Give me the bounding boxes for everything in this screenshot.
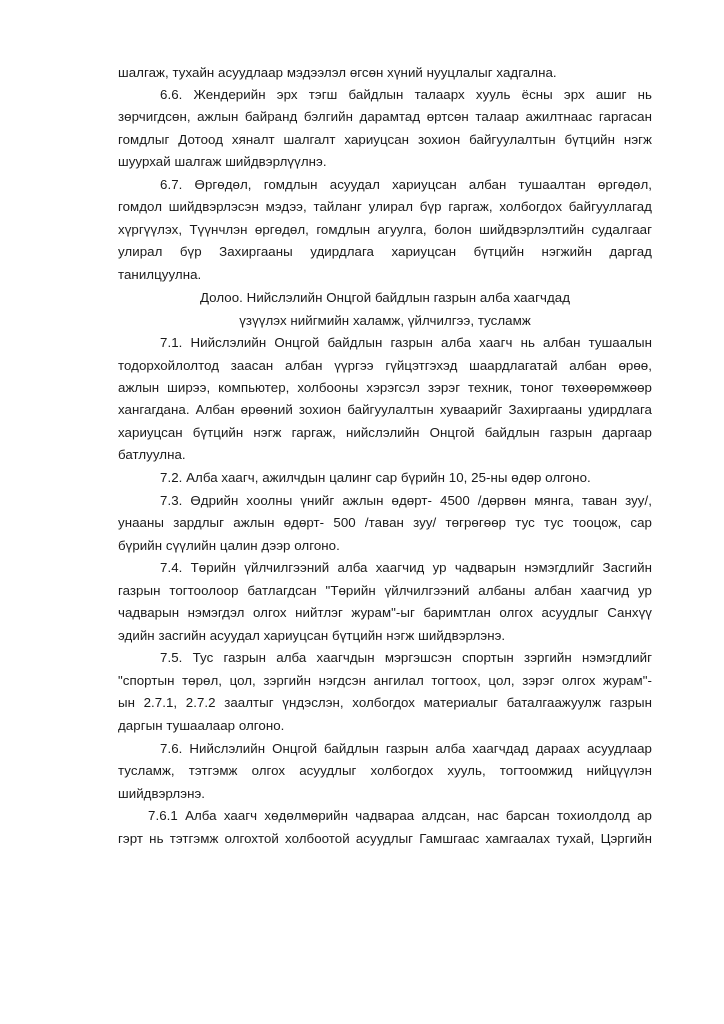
paragraph-line: 7.6.1 Алба хаагч хөдөлмөрийн чадвараа алдсан, нас барсан тохиолдолд ар (148, 808, 652, 823)
section-heading: Долоо. Нийслэлийн Онцгой байдлын газрын алба хаагчдад (199, 290, 571, 305)
paragraph-line: 7.4. Төрийн үйлчилгээний алба хаагчид ур чадварын нэмэгдлийг Засгийн (160, 560, 652, 575)
paragraph-line: гомдлыг Дотоод хяналт шалгалт хариуцсан зохион байгуулалтын бүтцийн нэгж (118, 132, 652, 147)
paragraph-line: даргын тушаалаар олгоно. (118, 718, 285, 733)
paragraph-line: гэрт нь тэтгэмж олгохтой холбоотой асуудлыг Гамшгаас хамгаалах тухай, Цэргийн (118, 831, 652, 846)
paragraph-line: 7.5. Тус газрын алба хаагчдын мэргэшсэн спортын зэргийн нэмэгдлийг (160, 650, 652, 665)
paragraph-line: зөрчигдсөн, ажлын байранд бэлгийн дарамтад өртсөн талаар ажилтнаас гаргасан (118, 109, 652, 124)
paragraph-line: газрын тогтоолоор батлагдсан "Төрийн үйлчилгээний албаны албан хаагчид ур (118, 583, 652, 598)
paragraph-line: тусламж, тэтгэмж олгох асуудлыг холбогдох хууль, тогтоомжид нийцүүлэн (118, 763, 652, 778)
paragraph-line: 7.2. Алба хаагч, ажилчдын цалинг сар бүрийн 10, 25-ны өдөр олгоно. (160, 470, 591, 485)
paragraph-line: чадварын нэмэгдэл олгох нийтлэг журам"-ыг баримтлан олгох асуудлыг Санхүү (118, 605, 652, 620)
paragraph-line: гомдол шийдвэрлэсэн мэдээ, тайланг улирал бүр гаргаж, холбогдох байгууллагад (118, 199, 652, 214)
paragraph-line: 7.3. Өдрийн хоолны үнийг ажлын өдөрт- 4500 /дөрвөн мянга, таван зуу/, (160, 493, 652, 508)
paragraph-line: "спортын төрөл, цол, зэргийн нэгдсэн ангилал тогтоох, цол, зэрэг олгох журам"- (118, 673, 652, 688)
paragraph-line: хүргүүлэх, Түүнчлэн өргөдөл, гомдлын агуулга, болон шийдвэрлэлтийн судалгааг (118, 222, 652, 237)
paragraph-line: хариуцсан бүтцийн нэгж гаргаж, нийслэлийн Онцгой байдлын газрын даргаар (118, 425, 652, 440)
paragraph-line: шийдвэрлэнэ. (118, 786, 206, 801)
paragraph-line: ын 2.7.1, 2.7.2 заалтыг үндэслэн, холбогдох материалыг баталгаажуулж газрын (118, 695, 652, 710)
paragraph-line: улирал бүр Захиргааны удирдлага хариуцсан бүтцийн нэгжийн даргад (118, 244, 652, 259)
paragraph-line: ажлын ширээ, компьютер, холбооны хэрэгсэл зэрэг техник, тоног төхөөрөмжөөр (118, 380, 652, 395)
paragraph-line: 7.6. Нийслэлийн Онцгой байдлын газрын алба хаагчдад дараах асуудлаар (160, 741, 652, 756)
paragraph-line: батлуулна. (118, 447, 186, 462)
paragraph-line: тодорхойлолтод заасан албан үүргээ гүйцэтгэхэд шаардлагатай албан өрөө, (118, 358, 652, 373)
paragraph-line: 6.6. Жендерийн эрх тэгш байдлын талаарх хууль ёсны эрх ашиг нь (160, 87, 652, 102)
section-heading: үзүүлэх нийгмийн халамж, үйлчилгээ, тусламж (239, 313, 531, 328)
paragraph-line: шуурхай шалгаж шийдвэрлүүлнэ. (118, 154, 327, 169)
paragraph-line: шалгаж, тухайн асуудлаар мэдээлэл өгсөн хүний нууцлалыг хадгална. (118, 65, 557, 80)
paragraph-line: бүрийн сүүлийн цалин дээр олгоно. (118, 538, 340, 553)
paragraph-line: танилцуулна. (118, 267, 202, 282)
paragraph-line: 7.1. Нийслэлийн Онцгой байдлын газрын алба хаагч нь албан тушаалын (160, 335, 652, 350)
paragraph-line: хангагдана. Албан өрөөний зохион байгуулалтын хуваарийг Захиргааны удирдлага (118, 402, 652, 417)
paragraph-line: эдийн засгийн асуудал хариуцсан бүтцийн нэгж шийдвэрлэнэ. (118, 628, 506, 643)
paragraph-line: 6.7. Өргөдөл, гомдлын асуудал хариуцсан албан тушаалтан өргөдөл, (160, 177, 652, 192)
paragraph-line: унааны зардлыг ажлын өдөрт- 500 /таван зуу/ төгрөгөөр тус тус тооцож, сар (118, 515, 652, 530)
